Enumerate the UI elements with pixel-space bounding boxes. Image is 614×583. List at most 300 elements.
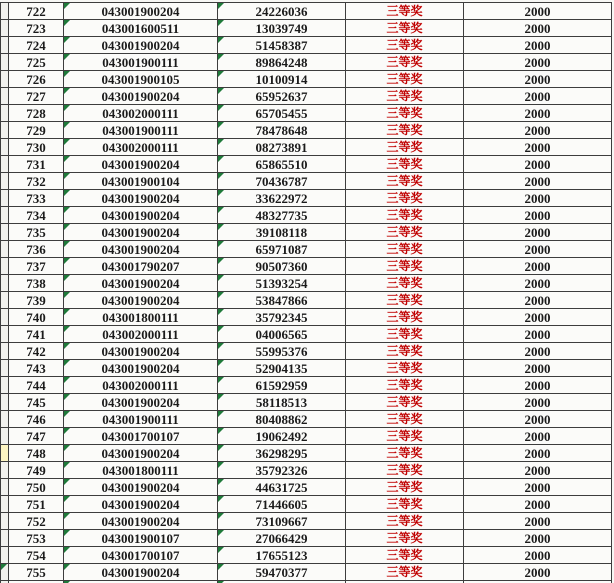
code-cell[interactable]: [64, 343, 218, 360]
prize-amount-cell[interactable]: 2000: [464, 88, 612, 105]
green-triangle-icon: [218, 343, 224, 349]
row-number-cell[interactable]: 728: [9, 105, 64, 122]
code-cell[interactable]: [64, 360, 218, 377]
code-cell[interactable]: [64, 309, 218, 326]
row-number-cell[interactable]: 750: [9, 479, 64, 496]
prize-level-cell[interactable]: 三等奖: [346, 564, 464, 581]
code-cell[interactable]: [64, 547, 218, 564]
green-triangle-icon: [64, 54, 70, 60]
green-triangle-icon: [64, 479, 70, 485]
code-value: 043001900204: [101, 224, 180, 240]
green-triangle-icon: [218, 139, 224, 145]
table-row: [1, 309, 612, 326]
code-value: 043001900204: [101, 360, 180, 376]
green-triangle-icon: [1, 564, 7, 570]
green-triangle-icon: [64, 71, 70, 77]
prize-amount-cell[interactable]: 2000: [464, 547, 612, 564]
green-triangle-icon: [218, 326, 224, 332]
row-number-cell[interactable]: 736: [9, 241, 64, 258]
code-cell[interactable]: [64, 20, 218, 37]
code-cell[interactable]: [64, 479, 218, 496]
prize-amount-cell[interactable]: 2000: [464, 309, 612, 326]
row-margin-cell[interactable]: [1, 241, 9, 258]
table-body: [1, 3, 612, 581]
ticket-number-value: 80408862: [255, 411, 308, 427]
green-triangle-icon: [218, 156, 224, 162]
ticket-number-cell[interactable]: [218, 275, 346, 292]
ticket-number-cell[interactable]: [218, 190, 346, 207]
ticket-number-cell[interactable]: [218, 292, 346, 309]
prize-amount-cell[interactable]: 2000: [464, 479, 612, 496]
ticket-number-cell[interactable]: [218, 139, 346, 156]
row-margin-cell[interactable]: [1, 105, 9, 122]
prize-level-cell[interactable]: 三等奖: [346, 207, 464, 224]
code-cell[interactable]: [64, 241, 218, 258]
row-number-cell[interactable]: 742: [9, 343, 64, 360]
table-row: [1, 71, 612, 88]
table-row: [1, 326, 612, 343]
prize-level-cell[interactable]: 三等奖: [346, 37, 464, 54]
table-row: [1, 190, 612, 207]
green-triangle-icon: [64, 377, 70, 383]
ticket-number-value: 35792345: [255, 309, 308, 325]
prize-amount-cell[interactable]: 2000: [464, 292, 612, 309]
green-triangle-icon: [218, 360, 224, 366]
ticket-number-cell[interactable]: [218, 37, 346, 54]
row-margin-cell[interactable]: [1, 377, 9, 394]
green-triangle-icon: [218, 462, 224, 468]
prize-amount-cell[interactable]: 2000: [464, 496, 612, 513]
ticket-number-cell[interactable]: [218, 105, 346, 122]
code-cell[interactable]: [64, 37, 218, 54]
table-row: [1, 54, 612, 71]
prize-level-cell[interactable]: 三等奖: [346, 360, 464, 377]
prize-level-cell[interactable]: 三等奖: [346, 241, 464, 258]
row-number-cell[interactable]: 737: [9, 258, 64, 275]
row-number-cell[interactable]: 749: [9, 462, 64, 479]
row-margin-cell[interactable]: [1, 207, 9, 224]
prize-amount-cell[interactable]: 2000: [464, 241, 612, 258]
code-cell[interactable]: [64, 105, 218, 122]
prize-level-cell[interactable]: 三等奖: [346, 411, 464, 428]
code-cell[interactable]: [64, 496, 218, 513]
prize-amount-cell[interactable]: 2000: [464, 343, 612, 360]
prize-level-cell[interactable]: 三等奖: [346, 547, 464, 564]
row-number-cell[interactable]: 752: [9, 513, 64, 530]
green-triangle-icon: [218, 411, 224, 417]
prize-amount-cell[interactable]: 2000: [464, 564, 612, 581]
table-row: [1, 428, 612, 445]
row-number-cell[interactable]: 753: [9, 530, 64, 547]
prize-amount-cell[interactable]: 2000: [464, 258, 612, 275]
prize-level-cell[interactable]: 三等奖: [346, 71, 464, 88]
code-cell[interactable]: [64, 275, 218, 292]
prize-level-cell[interactable]: 三等奖: [346, 530, 464, 547]
code-cell[interactable]: [64, 54, 218, 71]
code-cell[interactable]: [64, 411, 218, 428]
prize-amount-cell[interactable]: 2000: [464, 224, 612, 241]
table-row: [1, 496, 612, 513]
row-number-cell[interactable]: 739: [9, 292, 64, 309]
prize-amount-cell[interactable]: 2000: [464, 20, 612, 37]
green-triangle-icon: [218, 530, 224, 536]
row-number-cell[interactable]: 734: [9, 207, 64, 224]
green-triangle-icon: [218, 190, 224, 196]
ticket-number-cell[interactable]: [218, 564, 346, 581]
green-triangle-icon: [64, 496, 70, 502]
row-margin-cell[interactable]: [1, 326, 9, 343]
ticket-number-cell[interactable]: [218, 445, 346, 462]
row-number-cell[interactable]: 724: [9, 37, 64, 54]
prize-amount-cell[interactable]: 2000: [464, 3, 612, 20]
prize-amount-cell[interactable]: 2000: [464, 105, 612, 122]
code-cell[interactable]: [64, 71, 218, 88]
row-number-cell[interactable]: 731: [9, 156, 64, 173]
ticket-number-cell[interactable]: [218, 224, 346, 241]
prize-level-cell[interactable]: 三等奖: [346, 54, 464, 71]
row-margin-cell[interactable]: [1, 71, 9, 88]
prize-level-cell[interactable]: 三等奖: [346, 224, 464, 241]
ticket-number-cell[interactable]: [218, 343, 346, 360]
prize-amount-cell[interactable]: 2000: [464, 173, 612, 190]
prize-level-cell[interactable]: 三等奖: [346, 105, 464, 122]
ticket-number-cell[interactable]: [218, 122, 346, 139]
ticket-number-cell[interactable]: [218, 479, 346, 496]
code-value: 043002000111: [102, 139, 179, 155]
prize-amount-cell[interactable]: 2000: [464, 275, 612, 292]
code-value: 043001900204: [101, 292, 180, 308]
row-margin-cell[interactable]: [1, 156, 9, 173]
row-number-cell[interactable]: 745: [9, 394, 64, 411]
row-margin-cell[interactable]: [1, 309, 9, 326]
code-value: 043001900204: [101, 190, 180, 206]
green-triangle-icon: [218, 479, 224, 485]
row-number-cell[interactable]: 729: [9, 122, 64, 139]
ticket-number-value: 65705455: [255, 105, 308, 121]
prize-level-cell[interactable]: 三等奖: [346, 88, 464, 105]
ticket-number-value: 58118513: [255, 394, 308, 410]
green-triangle-icon: [64, 105, 70, 111]
prize-amount-cell[interactable]: 2000: [464, 37, 612, 54]
prize-level-cell[interactable]: 三等奖: [346, 156, 464, 173]
prize-level-cell[interactable]: 三等奖: [346, 394, 464, 411]
row-number-cell[interactable]: 738: [9, 275, 64, 292]
prize-amount-cell[interactable]: 2000: [464, 428, 612, 445]
green-triangle-icon: [64, 530, 70, 536]
code-value: 043002000111: [102, 377, 179, 393]
row-margin-cell[interactable]: [1, 343, 9, 360]
row-margin-cell[interactable]: [1, 428, 9, 445]
row-number-cell[interactable]: 748: [9, 445, 64, 462]
ticket-number-cell[interactable]: [218, 513, 346, 530]
ticket-number-value: 65952637: [255, 88, 308, 104]
prize-level-cell[interactable]: 三等奖: [346, 3, 464, 20]
code-cell[interactable]: [64, 190, 218, 207]
code-cell[interactable]: [64, 122, 218, 139]
ticket-number-value: 39108118: [255, 224, 308, 240]
row-margin-cell[interactable]: [1, 496, 9, 513]
code-cell[interactable]: [64, 428, 218, 445]
table-row: [1, 377, 612, 394]
green-triangle-icon: [218, 394, 224, 400]
table-row: [1, 224, 612, 241]
row-margin-cell[interactable]: [1, 139, 9, 156]
prize-level-cell[interactable]: 三等奖: [346, 20, 464, 37]
table-row: [1, 479, 612, 496]
prize-results-table: [0, 2, 612, 583]
row-number-cell[interactable]: 743: [9, 360, 64, 377]
ticket-number-cell[interactable]: [218, 394, 346, 411]
prize-level-cell[interactable]: 三等奖: [346, 496, 464, 513]
green-triangle-icon: [64, 241, 70, 247]
code-value: 043001900204: [101, 207, 180, 223]
row-number-cell[interactable]: 740: [9, 309, 64, 326]
ticket-number-cell[interactable]: [218, 547, 346, 564]
row-number-cell[interactable]: 726: [9, 71, 64, 88]
row-number-cell[interactable]: 754: [9, 547, 64, 564]
row-number-cell[interactable]: 751: [9, 496, 64, 513]
table-row: [1, 343, 612, 360]
table-row: [1, 564, 612, 581]
prize-level-cell[interactable]: 三等奖: [346, 139, 464, 156]
table-row: [1, 275, 612, 292]
code-value: 043001600511: [101, 20, 180, 36]
row-number-cell[interactable]: 755: [9, 564, 64, 581]
row-margin-cell[interactable]: [1, 37, 9, 54]
ticket-number-cell[interactable]: [218, 258, 346, 275]
row-margin-cell[interactable]: [1, 411, 9, 428]
code-value: 043001900204: [101, 394, 180, 410]
table-row: [1, 445, 612, 462]
code-cell[interactable]: [64, 462, 218, 479]
ticket-number-cell[interactable]: [218, 20, 346, 37]
table-row: [1, 3, 612, 20]
ticket-number-value: 19062492: [255, 428, 308, 444]
prize-level-cell[interactable]: 三等奖: [346, 326, 464, 343]
row-margin-cell[interactable]: [1, 547, 9, 564]
prize-level-cell[interactable]: 三等奖: [346, 479, 464, 496]
green-triangle-icon: [64, 462, 70, 468]
ticket-number-cell[interactable]: [218, 360, 346, 377]
spreadsheet-page: [0, 2, 614, 583]
row-number-cell[interactable]: 746: [9, 411, 64, 428]
row-margin-cell[interactable]: [1, 513, 9, 530]
ticket-number-cell[interactable]: [218, 54, 346, 71]
code-cell[interactable]: [64, 292, 218, 309]
prize-level-cell[interactable]: 三等奖: [346, 190, 464, 207]
row-number-cell[interactable]: 727: [9, 88, 64, 105]
prize-level-cell[interactable]: 三等奖: [346, 513, 464, 530]
ticket-number-cell[interactable]: [218, 411, 346, 428]
code-value: 043001900104: [101, 173, 180, 189]
green-triangle-icon: [218, 88, 224, 94]
prize-level-cell[interactable]: 三等奖: [346, 462, 464, 479]
prize-amount-cell[interactable]: 2000: [464, 122, 612, 139]
row-margin-cell[interactable]: [1, 20, 9, 37]
row-margin-cell[interactable]: [1, 479, 9, 496]
code-cell[interactable]: [64, 88, 218, 105]
row-margin-cell[interactable]: [1, 122, 9, 139]
row-margin-cell[interactable]: [1, 445, 9, 462]
ticket-number-cell[interactable]: [218, 496, 346, 513]
ticket-number-value: 51458387: [255, 37, 308, 53]
code-cell[interactable]: [64, 207, 218, 224]
ticket-number-value: 65865510: [255, 156, 308, 172]
row-margin-cell[interactable]: [1, 462, 9, 479]
prize-level-cell[interactable]: 三等奖: [346, 275, 464, 292]
row-number-cell[interactable]: 722: [9, 3, 64, 20]
green-triangle-icon: [64, 88, 70, 94]
row-number-cell[interactable]: 733: [9, 190, 64, 207]
green-triangle-icon: [218, 309, 224, 315]
code-value: 043001900204: [101, 275, 180, 291]
green-triangle-icon: [64, 343, 70, 349]
prize-amount-cell[interactable]: 2000: [464, 190, 612, 207]
ticket-number-value: 35792326: [255, 462, 308, 478]
row-margin-cell[interactable]: [1, 275, 9, 292]
code-cell[interactable]: [64, 530, 218, 547]
code-cell[interactable]: [64, 564, 218, 581]
code-value: 043001900204: [101, 343, 180, 359]
ticket-number-value: 61592959: [255, 377, 308, 393]
ticket-number-value: 08273891: [255, 139, 308, 155]
ticket-number-cell[interactable]: [218, 428, 346, 445]
green-triangle-icon: [218, 547, 224, 553]
row-margin-cell[interactable]: [1, 88, 9, 105]
code-value: 043001900204: [101, 241, 180, 257]
table-row: [1, 20, 612, 37]
ticket-number-cell[interactable]: [218, 377, 346, 394]
green-triangle-icon: [64, 428, 70, 434]
ticket-number-value: 51393254: [255, 275, 308, 291]
code-cell[interactable]: [64, 377, 218, 394]
code-value: 043001900111: [102, 411, 179, 427]
code-value: 043001900204: [101, 496, 180, 512]
green-triangle-icon: [64, 292, 70, 298]
ticket-number-cell[interactable]: [218, 530, 346, 547]
prize-amount-cell[interactable]: 2000: [464, 139, 612, 156]
green-triangle-icon: [218, 241, 224, 247]
prize-amount-cell[interactable]: 2000: [464, 360, 612, 377]
table-row: [1, 360, 612, 377]
green-triangle-icon: [218, 37, 224, 43]
prize-amount-cell[interactable]: 2000: [464, 54, 612, 71]
row-number-cell[interactable]: 732: [9, 173, 64, 190]
ticket-number-cell[interactable]: [218, 3, 346, 20]
row-margin-cell[interactable]: [1, 3, 9, 20]
row-margin-cell[interactable]: [1, 54, 9, 71]
code-cell[interactable]: [64, 224, 218, 241]
ticket-number-cell[interactable]: [218, 88, 346, 105]
ticket-number-cell[interactable]: [218, 207, 346, 224]
ticket-number-cell[interactable]: [218, 241, 346, 258]
prize-amount-cell[interactable]: 2000: [464, 411, 612, 428]
code-value: 043001900204: [101, 3, 180, 19]
prize-amount-cell[interactable]: 2000: [464, 207, 612, 224]
ticket-number-cell[interactable]: [218, 156, 346, 173]
row-margin-cell[interactable]: [1, 394, 9, 411]
ticket-number-value: 10100914: [255, 71, 308, 87]
row-number-cell[interactable]: 730: [9, 139, 64, 156]
row-number-cell[interactable]: 741: [9, 326, 64, 343]
row-margin-cell[interactable]: [1, 224, 9, 241]
table-row: [1, 88, 612, 105]
code-cell[interactable]: [64, 258, 218, 275]
ticket-number-value: 55995376: [255, 343, 308, 359]
row-margin-cell[interactable]: [1, 173, 9, 190]
row-margin-cell[interactable]: [1, 190, 9, 207]
code-cell[interactable]: [64, 156, 218, 173]
row-margin-cell[interactable]: [1, 564, 9, 581]
table-row: [1, 462, 612, 479]
ticket-number-cell[interactable]: [218, 173, 346, 190]
green-triangle-icon: [218, 428, 224, 434]
prize-amount-cell[interactable]: 2000: [464, 71, 612, 88]
code-cell[interactable]: [64, 394, 218, 411]
row-number-cell[interactable]: 723: [9, 20, 64, 37]
green-triangle-icon: [64, 139, 70, 145]
row-margin-cell[interactable]: [1, 360, 9, 377]
code-cell[interactable]: [64, 513, 218, 530]
code-cell[interactable]: [64, 173, 218, 190]
prize-level-cell[interactable]: 三等奖: [346, 292, 464, 309]
green-triangle-icon: [218, 292, 224, 298]
code-cell[interactable]: [64, 445, 218, 462]
ticket-number-cell[interactable]: [218, 309, 346, 326]
ticket-number-value: 44631725: [255, 479, 308, 495]
prize-amount-cell[interactable]: 2000: [464, 326, 612, 343]
row-margin-cell[interactable]: [1, 530, 9, 547]
ticket-number-cell[interactable]: [218, 326, 346, 343]
row-margin-cell[interactable]: [1, 258, 9, 275]
prize-level-cell[interactable]: 三等奖: [346, 122, 464, 139]
prize-level-cell[interactable]: 三等奖: [346, 377, 464, 394]
green-triangle-icon: [218, 564, 224, 570]
prize-amount-cell[interactable]: 2000: [464, 394, 612, 411]
code-cell[interactable]: [64, 326, 218, 343]
prize-level-cell[interactable]: 三等奖: [346, 445, 464, 462]
code-value: 043001900204: [101, 88, 180, 104]
code-cell[interactable]: [64, 3, 218, 20]
row-number-cell[interactable]: 725: [9, 54, 64, 71]
row-margin-cell[interactable]: [1, 292, 9, 309]
row-number-cell[interactable]: 747: [9, 428, 64, 445]
code-value: 043001900204: [101, 513, 180, 529]
green-triangle-icon: [64, 258, 70, 264]
table-row: [1, 292, 612, 309]
prize-level-cell[interactable]: 三等奖: [346, 258, 464, 275]
ticket-number-cell[interactable]: [218, 71, 346, 88]
prize-amount-cell[interactable]: 2000: [464, 530, 612, 547]
green-triangle-icon: [218, 377, 224, 383]
row-number-cell[interactable]: 735: [9, 224, 64, 241]
green-triangle-icon: [218, 71, 224, 77]
prize-amount-cell[interactable]: 2000: [464, 377, 612, 394]
prize-amount-cell[interactable]: 2000: [464, 445, 612, 462]
ticket-number-cell[interactable]: [218, 462, 346, 479]
prize-amount-cell[interactable]: 2000: [464, 156, 612, 173]
ticket-number-value: 71446605: [255, 496, 308, 512]
code-cell[interactable]: [64, 139, 218, 156]
prize-level-cell[interactable]: 三等奖: [346, 428, 464, 445]
prize-amount-cell[interactable]: 2000: [464, 462, 612, 479]
green-triangle-icon: [218, 173, 224, 179]
prize-level-cell[interactable]: 三等奖: [346, 173, 464, 190]
prize-amount-cell[interactable]: 2000: [464, 513, 612, 530]
row-number-cell[interactable]: 744: [9, 377, 64, 394]
prize-level-cell[interactable]: 三等奖: [346, 309, 464, 326]
prize-level-cell[interactable]: 三等奖: [346, 343, 464, 360]
